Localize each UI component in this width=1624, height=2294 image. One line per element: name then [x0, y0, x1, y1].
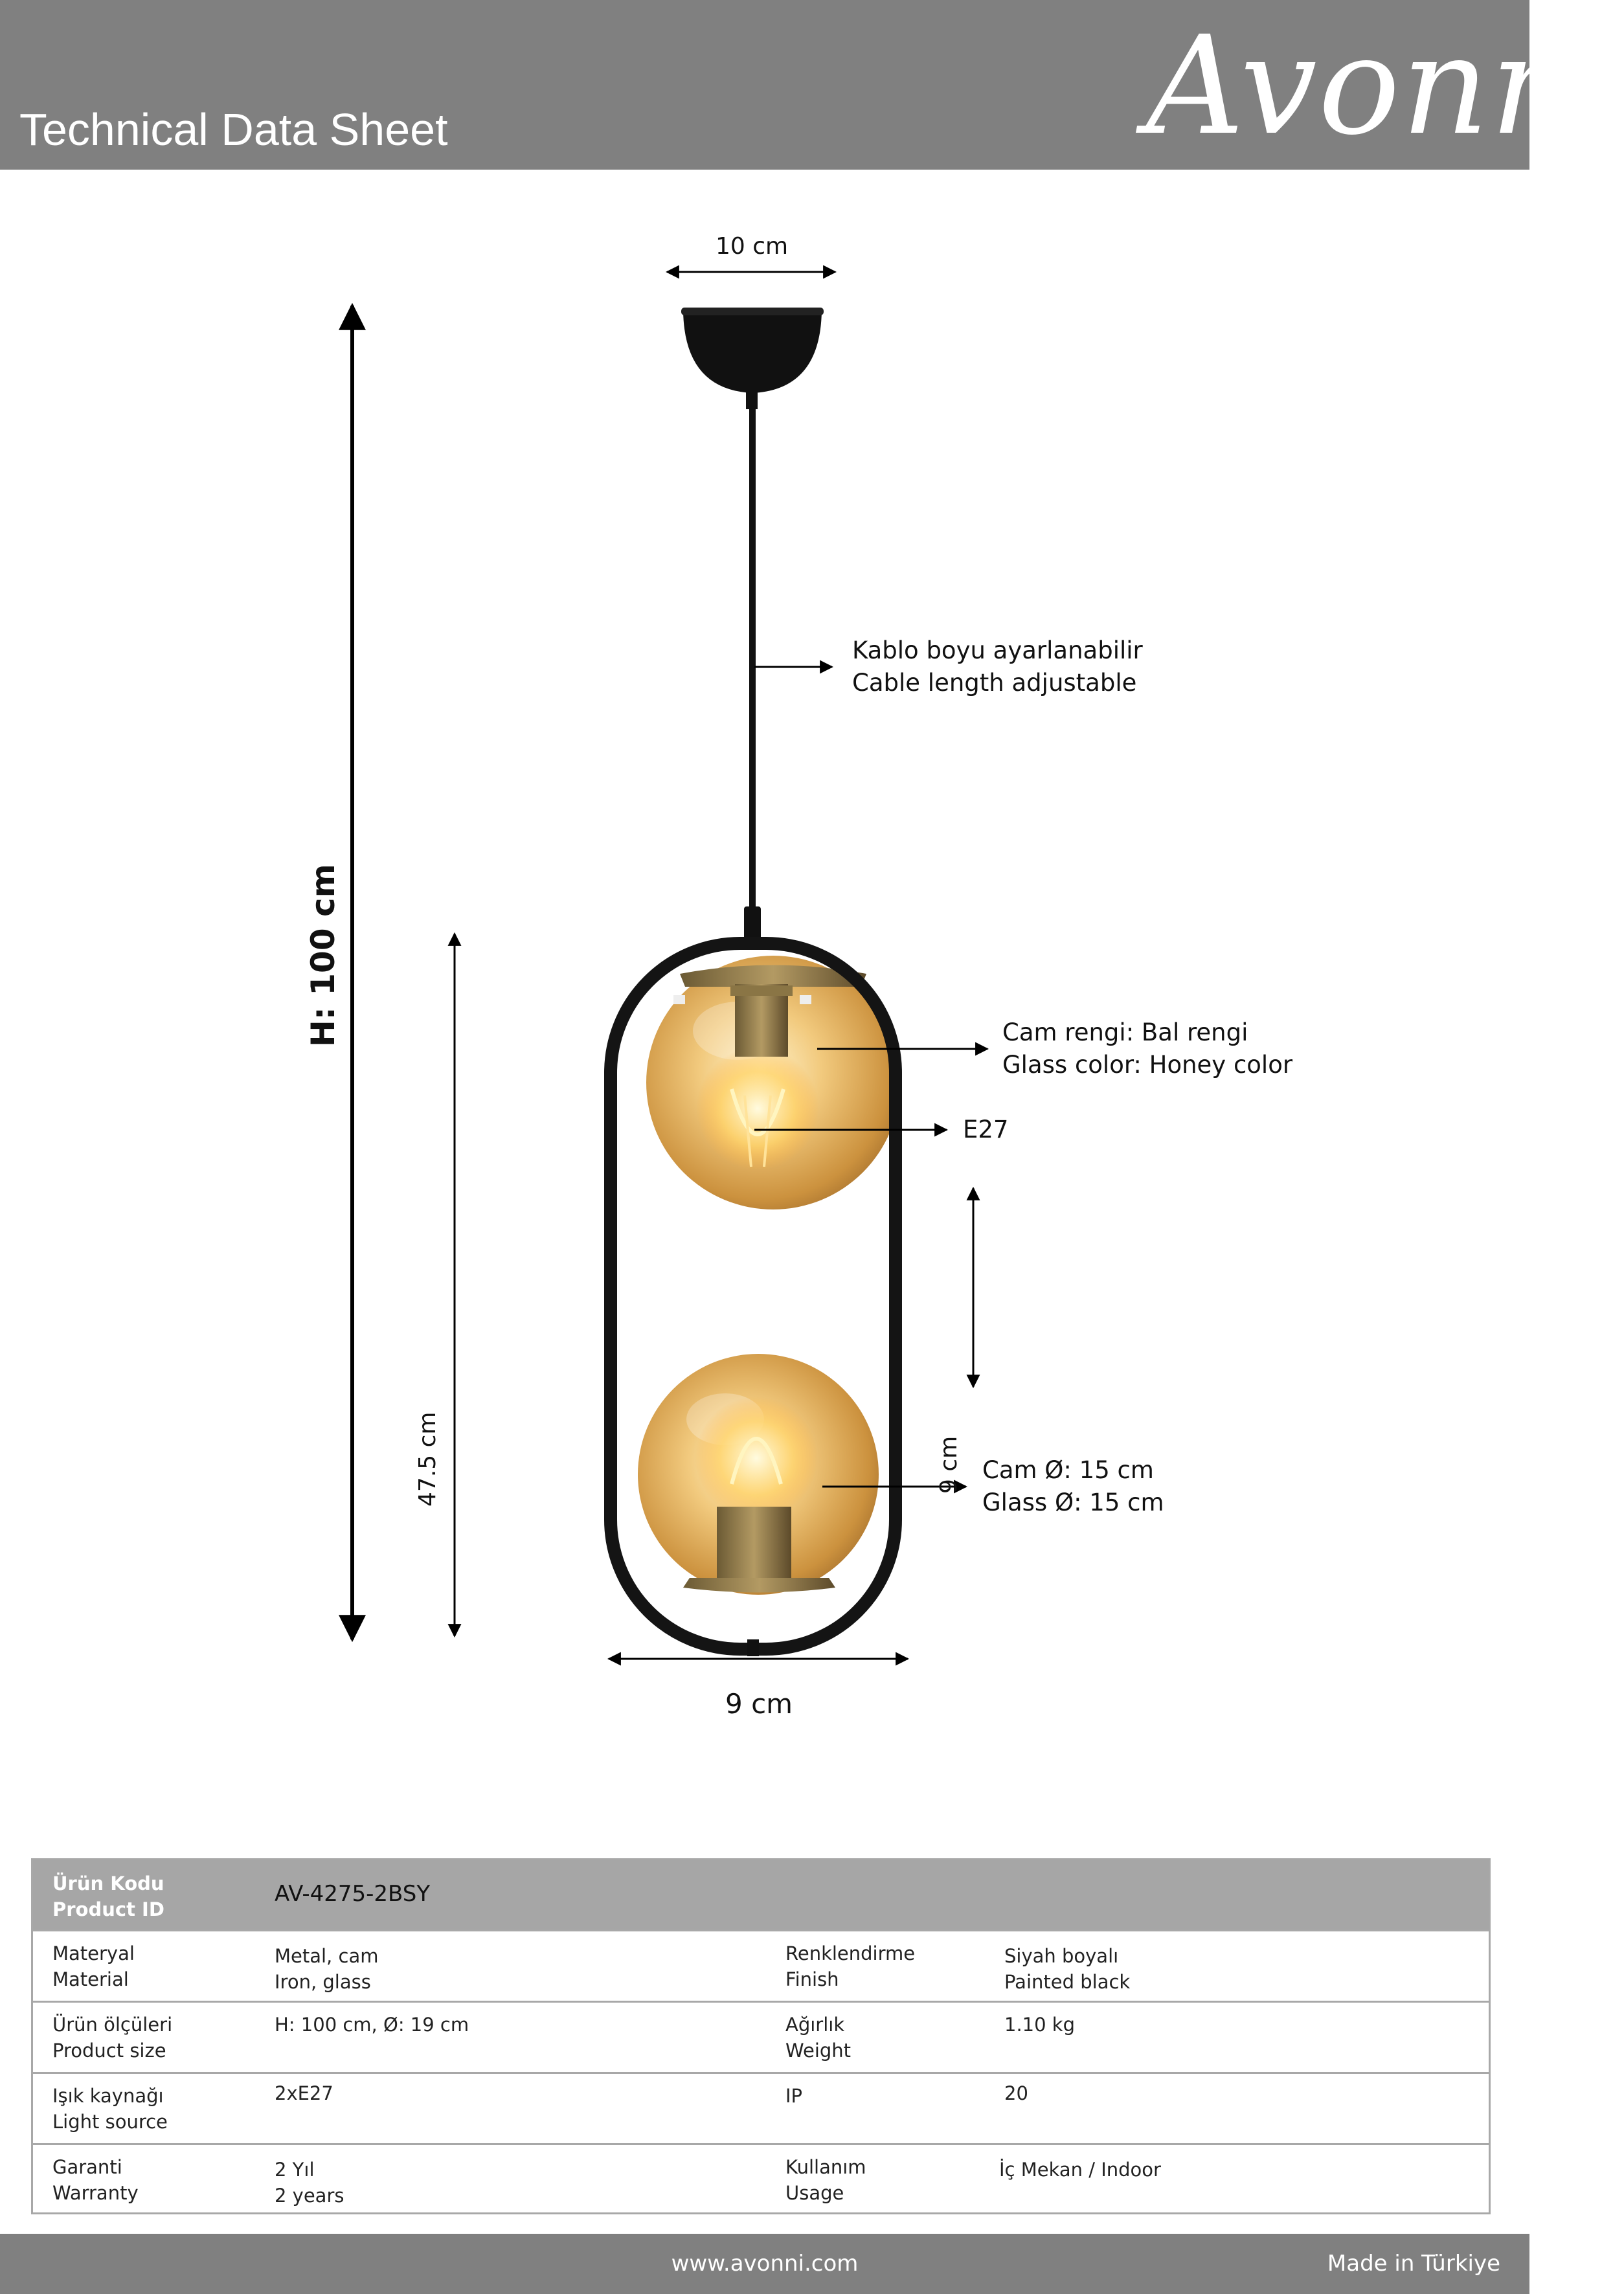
spec-value: H: 100 cm, Ø: 19 cm	[275, 2014, 469, 2036]
brand-logo	[1146, 0, 1624, 165]
page-title: Technical Data Sheet	[19, 104, 448, 155]
glass-color-note	[1002, 1017, 1292, 1081]
cable-note	[852, 635, 1143, 699]
spec-value: 2xE27	[275, 2082, 333, 2104]
spec-value: 20	[1004, 2082, 1028, 2104]
lamp-illustration	[0, 170, 1529, 1827]
spec-value: Metal, cam Iron, glass	[275, 1945, 379, 1993]
spec-label: Garanti Warranty	[52, 2156, 139, 2204]
socket-label: E27	[963, 1116, 1009, 1143]
technical-drawing	[0, 170, 1529, 1827]
brand-logo-text: Avonni	[1146, 6, 1624, 165]
website-link[interactable]: www.avonni.com	[671, 2251, 859, 2277]
globe-gap-label: 9 cm	[936, 1435, 962, 1494]
spec-label: Materyal Material	[52, 1942, 135, 1990]
table-row	[33, 2143, 1489, 2214]
body-height-label: 47.5 cm	[414, 1411, 441, 1507]
header-bar	[0, 0, 1624, 170]
spec-value: İç Mekan / Indoor	[999, 2159, 1161, 2181]
spec-value: 1.10 kg	[1004, 2014, 1075, 2036]
ceiling-canopy	[683, 311, 822, 393]
table-row	[33, 1929, 1489, 2001]
spec-label: IP	[785, 2085, 803, 2107]
lower-socket	[717, 1507, 791, 1584]
cable-note-tr: Kablo boyu ayarlanabilir	[852, 636, 1143, 664]
table-row	[33, 2072, 1489, 2143]
specifications-table	[31, 1858, 1491, 2214]
product-id-row	[33, 1860, 1489, 1931]
table-row	[33, 2001, 1489, 2072]
cable-note-en: Cable length adjustable	[852, 669, 1137, 697]
spec-value: 2 Yıl 2 years	[275, 2159, 344, 2207]
spec-label: Renklendirme Finish	[785, 1942, 916, 1990]
spec-label: Ürün ölçüleri Product size	[52, 2014, 173, 2062]
glass-diameter-tr: Cam Ø: 15 cm	[982, 1456, 1154, 1484]
glass-color-en: Glass color: Honey color	[1002, 1051, 1293, 1079]
frame-width-label: 9 cm	[725, 1688, 793, 1720]
spec-label: Işık kaynağı Light source	[52, 2085, 168, 2133]
spec-value: Siyah boyalı Painted black	[1004, 1945, 1131, 1993]
total-height-label: H: 100 cm	[304, 864, 342, 1047]
glass-color-tr: Cam rengi: Bal rengi	[1002, 1018, 1248, 1046]
glass-diameter-en: Glass Ø: 15 cm	[982, 1489, 1164, 1516]
spec-label: Ağırlık Weight	[785, 2014, 851, 2062]
product-id-value: AV-4275-2BSY	[275, 1881, 431, 1907]
glass-diameter-note	[982, 1454, 1164, 1519]
canopy-width-label: 10 cm	[716, 233, 789, 260]
origin-label: Made in Türkiye	[1327, 2251, 1500, 2277]
spec-label: Kullanım Usage	[785, 2156, 866, 2204]
footer-bar	[0, 2234, 1529, 2294]
product-id-label: Ürün Kodu Product ID	[52, 1872, 164, 1920]
